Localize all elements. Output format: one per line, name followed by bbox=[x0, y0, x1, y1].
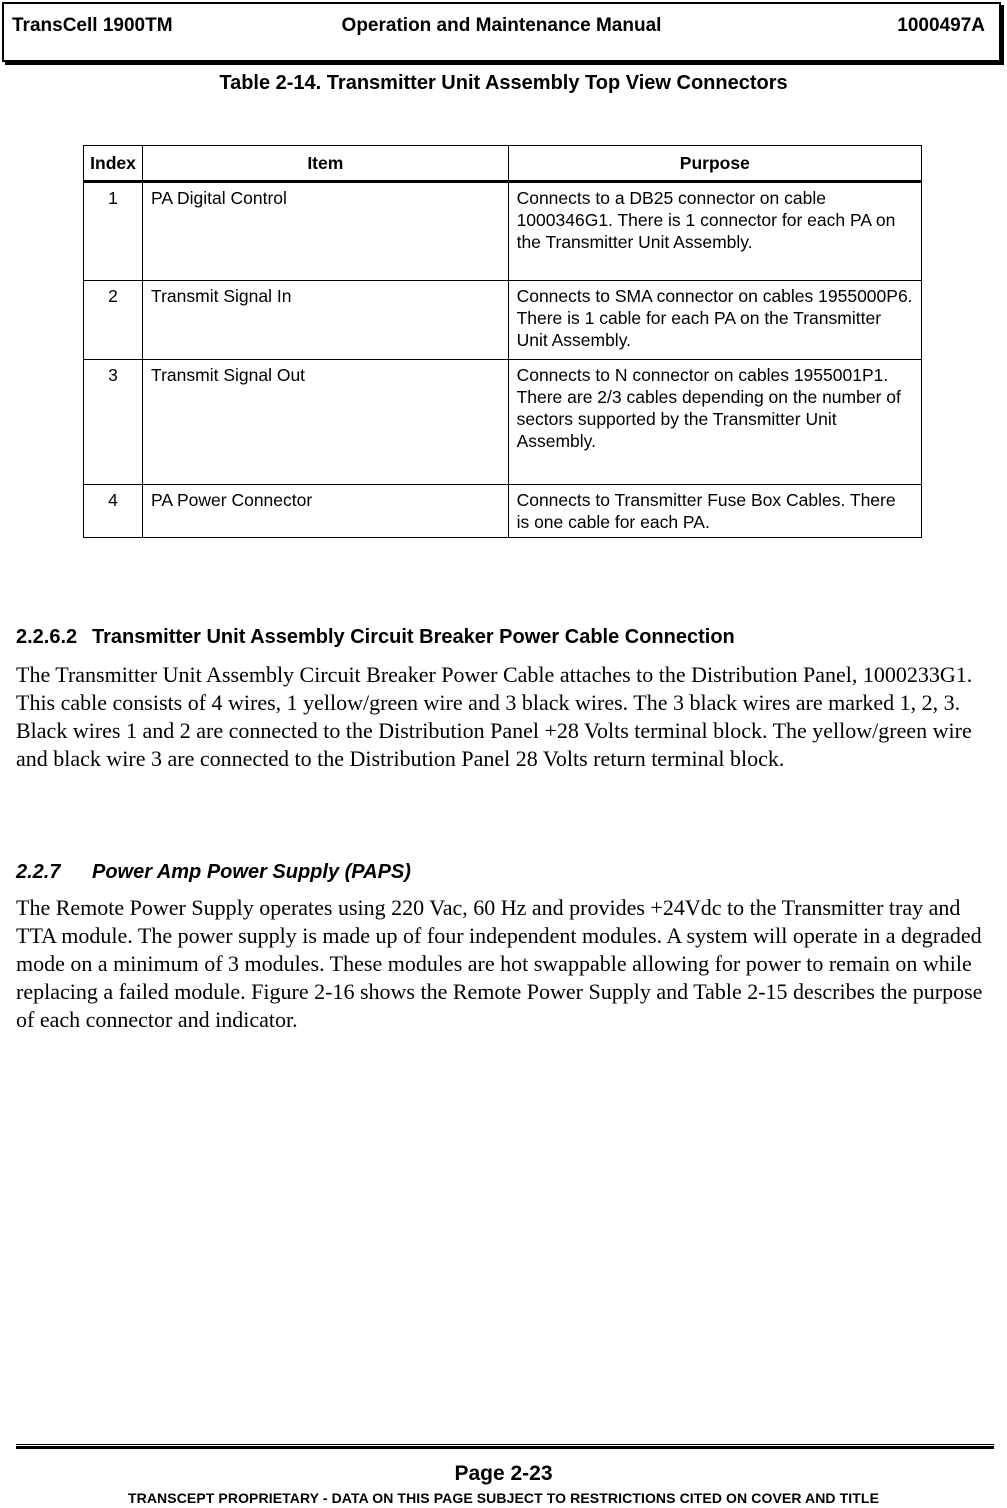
section-number: 2.2.6.2 bbox=[16, 626, 78, 648]
header-manual-title: Operation and Maintenance Manual bbox=[341, 15, 662, 36]
section-title: Power Amp Power Supply (PAPS) bbox=[92, 861, 411, 883]
section-title: Transmitter Unit Assembly Circuit Breaker Power Cable Connection bbox=[92, 626, 735, 648]
cell-index: 3 bbox=[84, 360, 143, 485]
cell-item: Transmit Signal Out bbox=[143, 360, 509, 485]
cell-index: 1 bbox=[84, 182, 143, 281]
cell-purpose: Connects to SMA connector on cables 1955000P6. There is 1 cable for each PA on the Transmitter Unit Assembly. bbox=[508, 281, 921, 360]
table-caption: Table 2-14. Transmitter Unit Assembly Top View Connectors bbox=[219, 72, 788, 94]
table-row bbox=[84, 360, 922, 485]
header-product-name: TransCell 1900TM bbox=[12, 15, 173, 36]
page-number: Page 2-23 bbox=[454, 1462, 553, 1485]
table-header-row bbox=[84, 146, 922, 182]
cell-index: 2 bbox=[84, 281, 143, 360]
section-body-paps: The Remote Power Supply operates using 220 Vac, 60 Hz and provides +24Vdc to the Transmitter tray and TTA module. The power supply is made up of four independent modules. A system will operate in a degraded mode on a minimum of 3 modules. These modules are hot swappable allowing for power to remain on while replacing a failed module. Figure 2-16 shows the Remote Power Supply and Table 2-15 describes the purpose of each connector and indicator. bbox=[16, 895, 983, 1032]
cell-purpose: Connects to Transmitter Fuse Box Cables. There is one cable for each PA. bbox=[508, 485, 921, 538]
cell-index: 4 bbox=[84, 485, 143, 538]
proprietary-notice: TRANSCEPT PROPRIETARY - DATA ON THIS PAGE SUBJECT TO RESTRICTIONS CITED ON COVER AND TITLE bbox=[127, 1490, 880, 1506]
section-heading-paps bbox=[16, 861, 411, 884]
table-row bbox=[84, 281, 922, 360]
cell-item: PA Power Connector bbox=[143, 485, 509, 538]
table-row bbox=[84, 485, 922, 538]
cell-purpose: Connects to a DB25 connector on cable 1000346G1. There is 1 connector for each PA on the Transmitter Unit Assembly. bbox=[508, 182, 921, 281]
column-header-index: Index bbox=[84, 146, 143, 182]
cell-purpose: Connects to N connector on cables 1955001P1. There are 2/3 cables depending on the number of sectors supported by the Transmitter Unit Assembly. bbox=[508, 360, 921, 485]
section-number: 2.2.7 bbox=[16, 861, 61, 883]
connectors-table bbox=[83, 145, 922, 538]
table-row bbox=[84, 182, 922, 281]
header-document-number: 1000497A bbox=[897, 15, 985, 36]
column-header-purpose: Purpose bbox=[508, 146, 921, 182]
column-header-item: Item bbox=[143, 146, 509, 182]
page-header bbox=[2, 2, 1001, 62]
footer-divider bbox=[16, 1444, 994, 1449]
cell-item: PA Digital Control bbox=[143, 182, 509, 281]
section-heading-circuit-breaker bbox=[16, 626, 735, 649]
cell-item: Transmit Signal In bbox=[143, 281, 509, 360]
section-body-circuit-breaker: The Transmitter Unit Assembly Circuit Breaker Power Cable attaches to the Distribution Panel, 1000233G1. This cable consists of 4 wires, 1 yellow/green wire and 3 black wires. The 3 black wires are marked 1, 2, 3. Black wires 1 and 2 are connected to the Distribution Panel +28 Volts terminal block. The yellow/green wire and black wire 3 are connected to the Distribution Panel 28 Volts return terminal block. bbox=[16, 662, 973, 771]
